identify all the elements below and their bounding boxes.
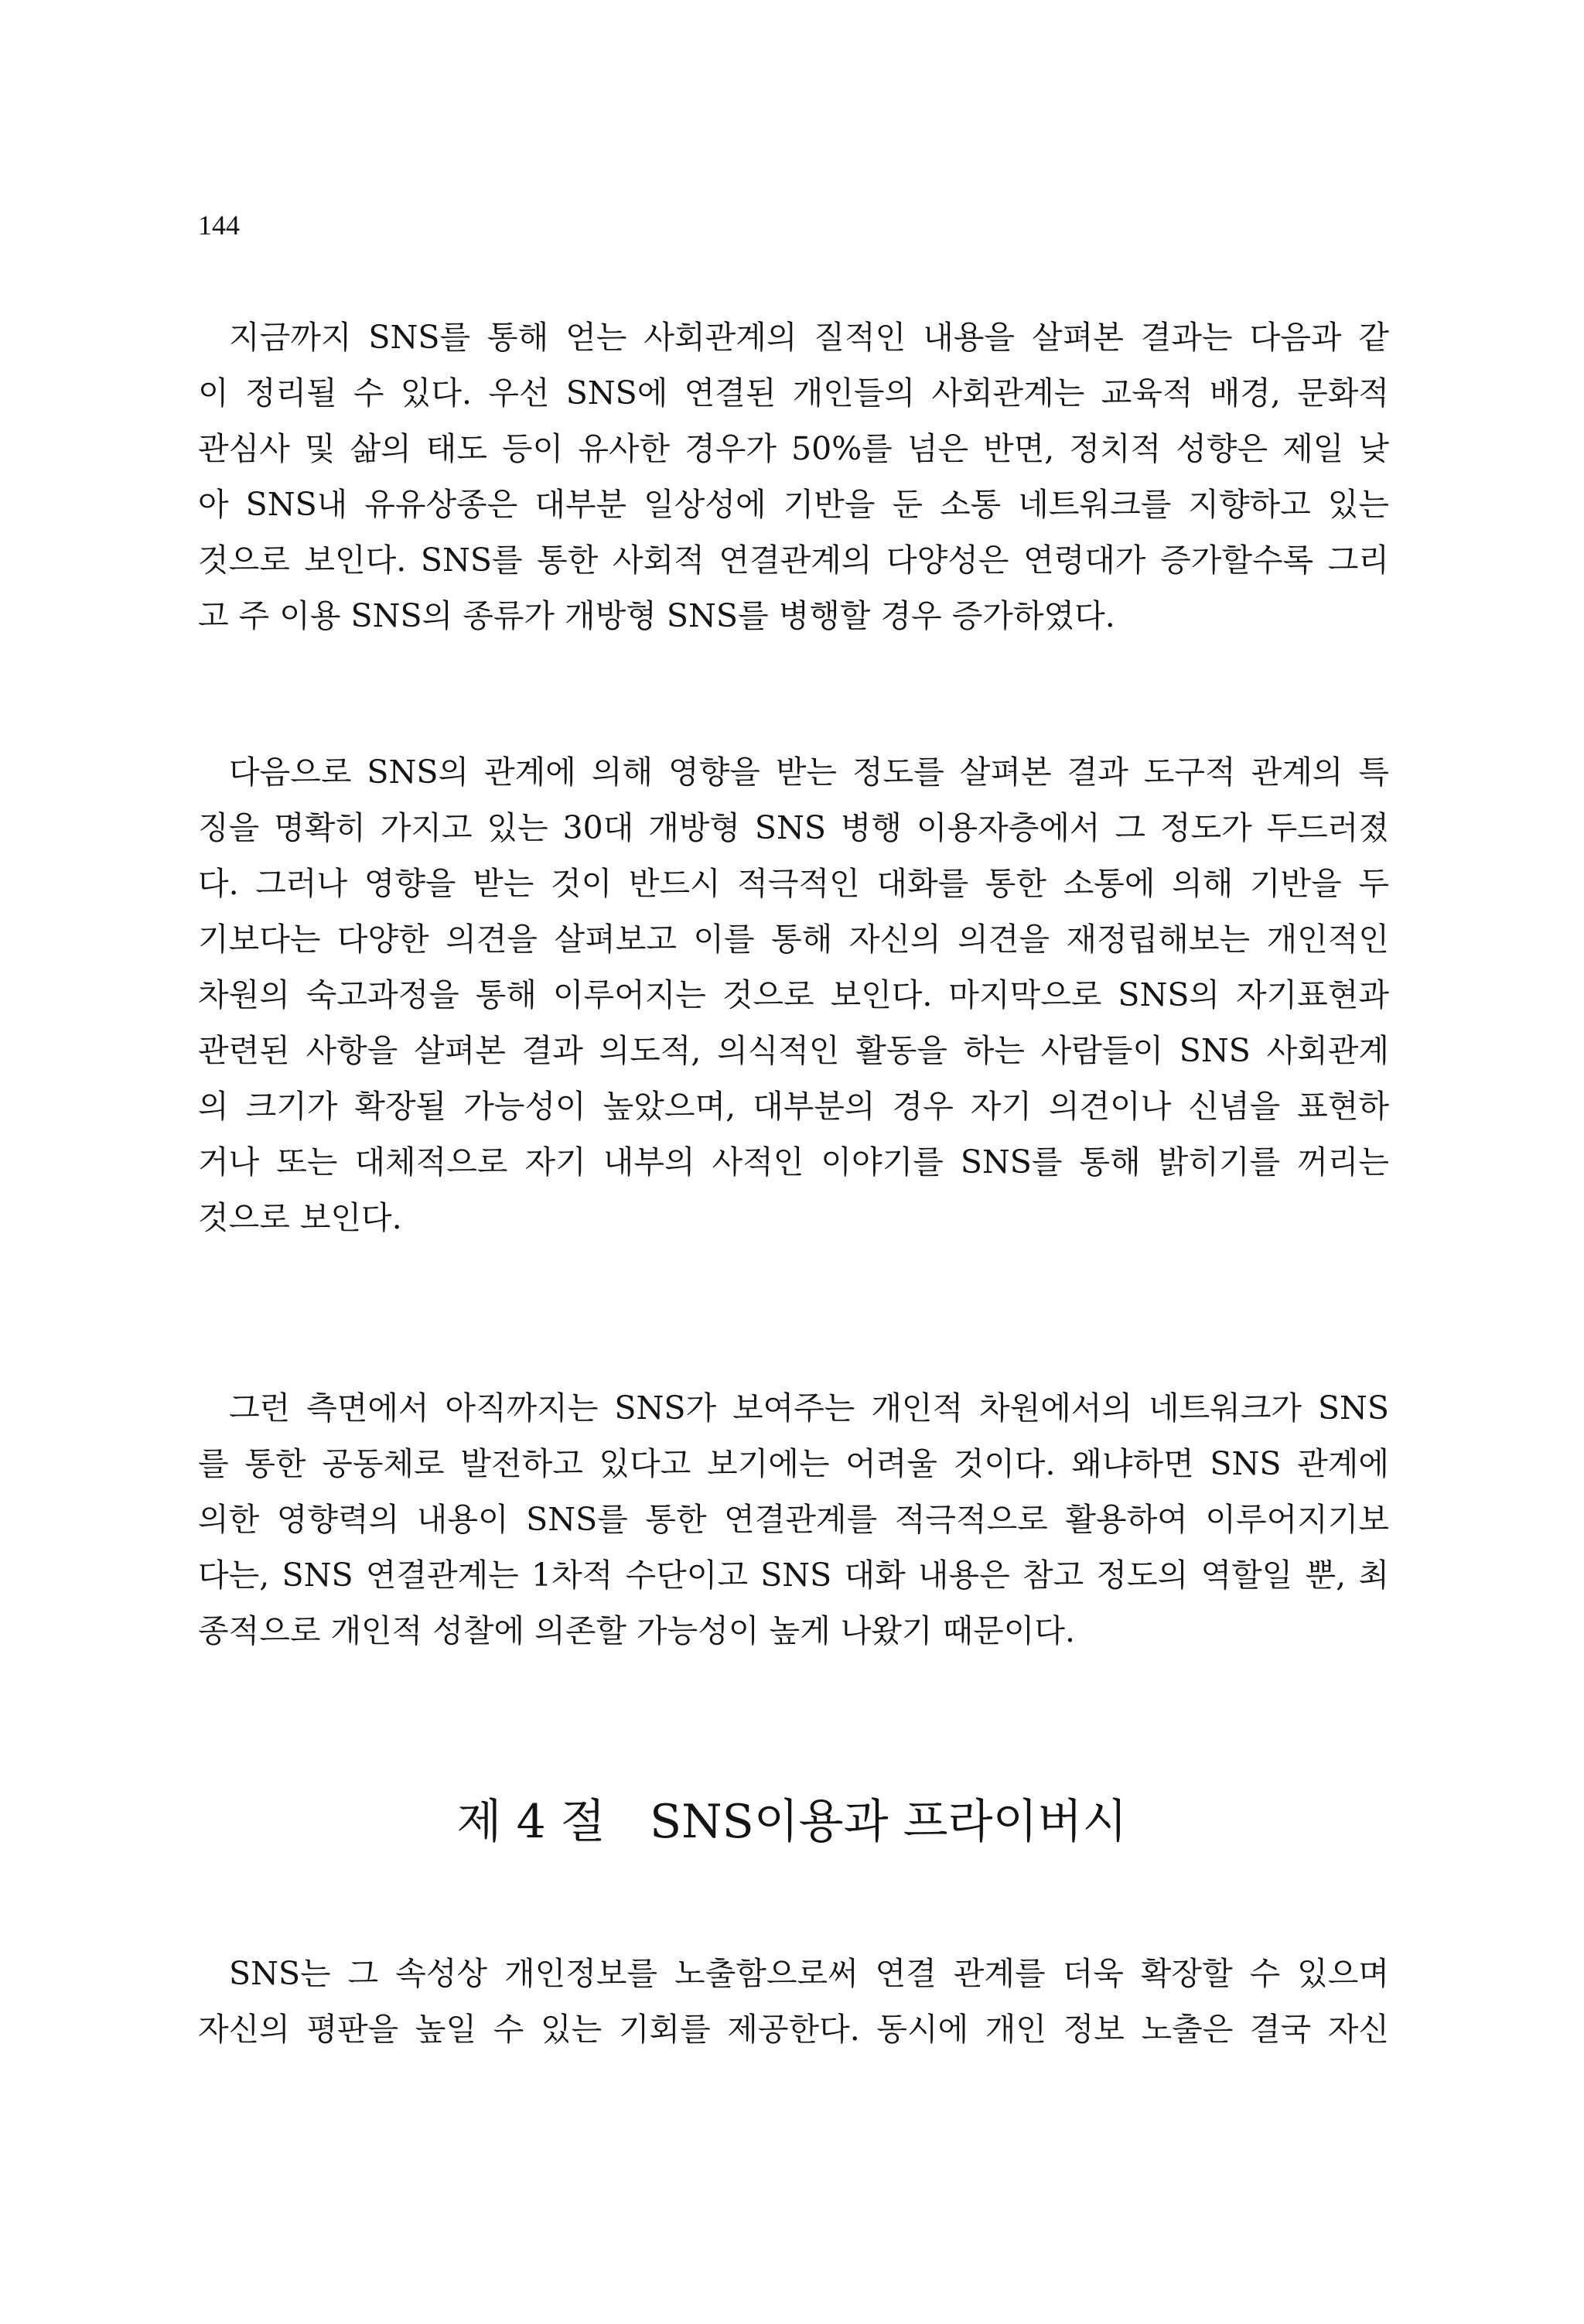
paragraph-line: SNS는 그 속성상 개인정보를 노출함으로써 연결 관계를 더욱 확장할 수 있으며 — [229, 1955, 1389, 1992]
paragraph-line: 를 통한 공동체로 발전하고 있다고 보기에는 어려울 것이다. 왜냐하면 SNS 관계에 — [198, 1445, 1389, 1482]
paragraph-line: 다. 그러나 영향을 받는 것이 반드시 적극적인 대화를 통한 소통에 의해 기반을 두 — [198, 865, 1389, 902]
paragraph-line: 것으로 보인다. SNS를 통한 사회적 연결관계의 다양성은 연령대가 증가할수록 그리 — [198, 542, 1389, 579]
section-paragraph — [198, 1946, 1389, 2057]
paragraph-line: 관련된 사항을 살펴본 결과 의도적, 의식적인 활동을 하는 사람들이 SNS 사회관계 — [198, 1032, 1389, 1069]
page-number: 144 — [198, 210, 240, 241]
paragraph-line: 자신의 평판을 높일 수 있는 기회를 제공한다. 동시에 개인 정보 노출은 결국 자신 — [198, 2011, 1389, 2048]
paragraph-line: 차원의 숙고과정을 통해 이루어지는 것으로 보인다. 마지막으로 SNS의 자기표현과 — [198, 976, 1389, 1013]
paragraph-2 — [198, 744, 1389, 1246]
paragraph-line: 다음으로 SNS의 관계에 의해 영향을 받는 정도를 살펴본 결과 도구적 관계의 특 — [229, 754, 1389, 791]
paragraph-line: 기보다는 다양한 의견을 살펴보고 이를 통해 자신의 의견을 재정립해보는 개인적인 — [198, 921, 1389, 958]
section-title: 제 4 절 SNS이용과 프라이버시 — [456, 1795, 1128, 1849]
paragraph-line: 거나 또는 대체적으로 자기 내부의 사적인 이야기를 SNS를 통해 밝히기를 꺼리는 — [198, 1143, 1389, 1181]
paragraph-line: 아 SNS내 유유상종은 대부분 일상성에 기반을 둔 소통 네트워크를 지향하고 있는 — [198, 486, 1389, 523]
paragraph-3 — [198, 1380, 1389, 1659]
paragraph-line: 다는, SNS 연결관계는 1차적 수단이고 SNS 대화 내용은 참고 정도의 역할일 뿐, 최 — [198, 1557, 1389, 1594]
paragraph-line: 종적으로 개인적 성찰에 의존할 가능성이 높게 나왔기 때문이다. — [198, 1612, 1076, 1649]
paragraph-line: 그런 측면에서 아직까지는 SNS가 보여주는 개인적 차원에서의 네트워크가 SNS — [229, 1389, 1389, 1427]
paragraph-line: 이 정리될 수 있다. 우선 SNS에 연결된 개인들의 사회관계는 교육적 배경, 문화적 — [198, 374, 1389, 412]
paragraph-line: 의한 영향력의 내용이 SNS를 통한 연결관계를 적극적으로 활용하여 이루어지기보 — [198, 1501, 1389, 1538]
paragraph-line: 고 주 이용 SNS의 종류가 개방형 SNS를 병행할 경우 증가하였다. — [198, 597, 1115, 634]
paragraph-1 — [198, 309, 1389, 644]
paragraph-line: 것으로 보인다. — [198, 1199, 402, 1236]
paragraph-line: 지금까지 SNS를 통해 얻는 사회관계의 질적인 내용을 살펴본 결과는 다음과 같 — [229, 319, 1389, 356]
paragraph-line: 징을 명확히 가지고 있는 30대 개방형 SNS 병행 이용자층에서 그 정도가 두드러졌 — [198, 809, 1389, 846]
paragraph-line: 의 크기가 확장될 가능성이 높았으며, 대부분의 경우 자기 의견이나 신념을 표현하 — [198, 1088, 1389, 1125]
paragraph-line: 관심사 및 삶의 태도 등이 유사한 경우가 50%를 넘은 반면, 정치적 성향은 제일 낮 — [198, 430, 1389, 467]
